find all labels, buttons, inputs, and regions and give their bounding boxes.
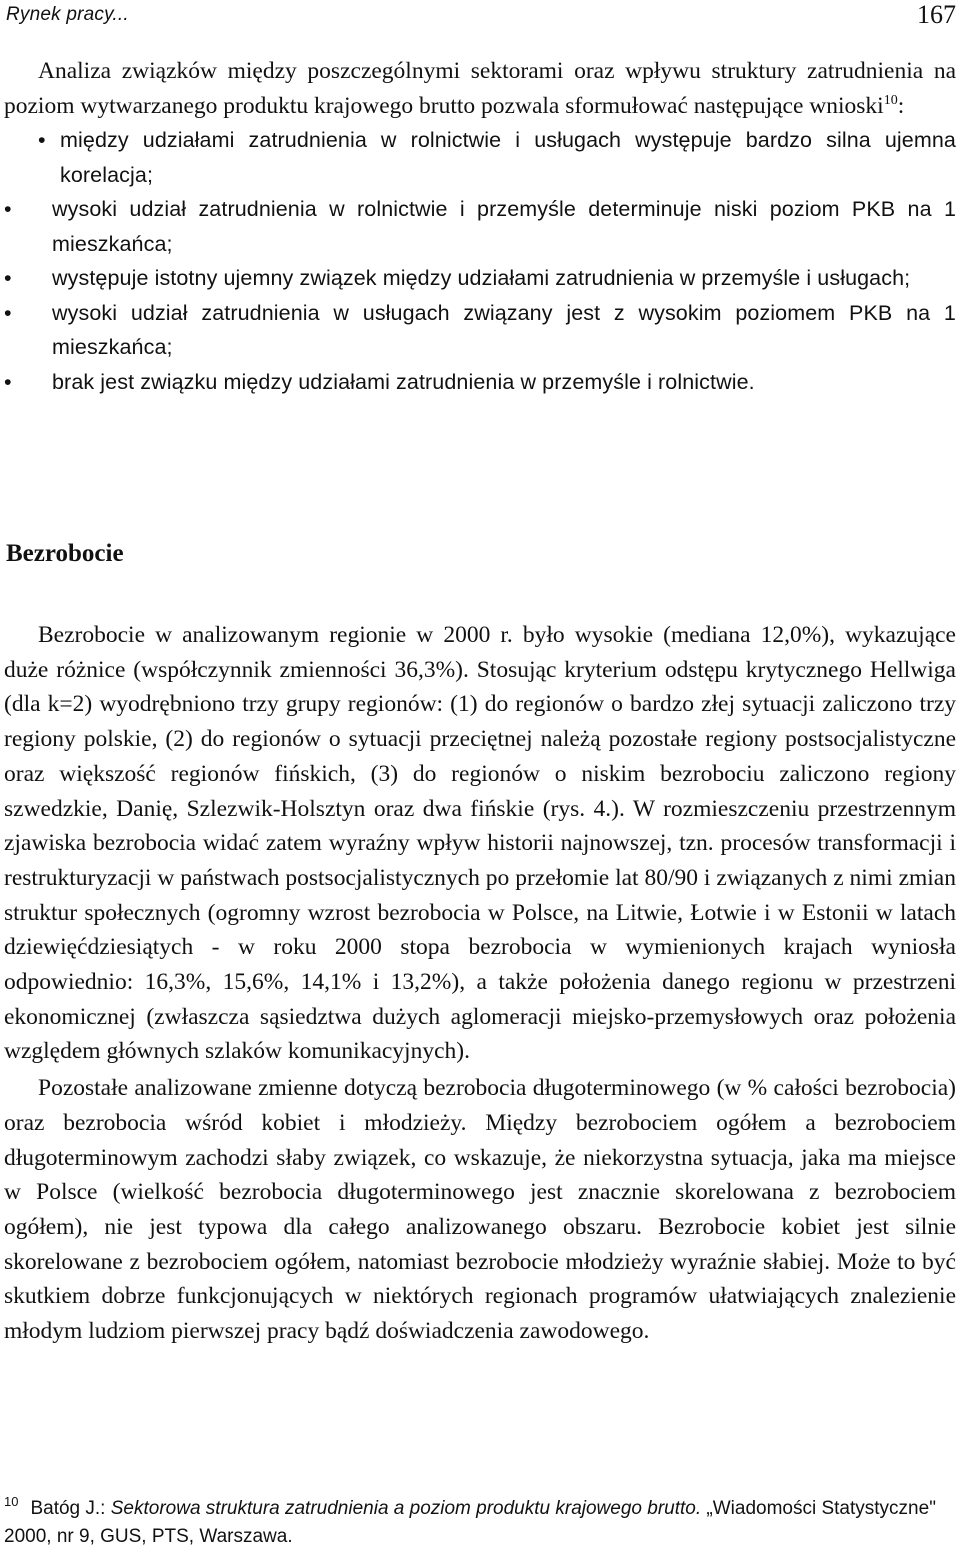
running-title: Rynek pracy... <box>6 4 129 25</box>
section-heading: Bezrobocie <box>6 540 124 567</box>
footnote-reference[interactable]: 10 <box>883 92 898 108</box>
footnote-source: „Wiadomości Statystyczne" 2000, nr 9, GUS, PTS, Warszawa. <box>4 1498 936 1547</box>
intro-colon: : <box>897 92 905 119</box>
bullet-icon: • <box>4 369 12 394</box>
section-paragraph: Bezrobocie w analizowanym regionie w 2000 r. było wysokie (mediana 12,0%), wykazujące duże różnice (współczynnik zmienności 36,3%). Stosując kryterium odstępu krytycznego Hellwiga (dla k=2) wyodrębniono trzy grupy regionów: (1) do regionów o bardzo złej sytuacji zaliczono trzy regiony polskie, (2) do regionów o sytuacji przeciętnej należą pozostałe regiony postsocjalistyczne oraz większość regionów fińskich, (3) do regionów o niskim bezrobociu zaliczono regiony szwedzkie, Danię, Szlezwik-Holsztyn oraz dwa fińskie (rys. 4.). W rozmieszczeniu przestrzennym zjawiska bezrobocia widać zatem wyraźny wpływ historii najnowszej, tzn. procesów transformacji i restrukturyzacji w państwach postsocjalistycznych po przełomie lat 80/90 i związanych z nimi zmian struktur społecznych (ogromny wzrost bezrobocia w Polsce, na Litwie, Łotwie i w Estonii w latach dziewięćdziesiątych - w roku 2000 stopa bezrobocia w wymienionych krajach wyniosła odpowiednio: 16,3%, 15,6%, 14,1% i 13,2%), a także położenia danego regionu w przestrzeni ekonomicznej (zwłaszcza sąsiedztwa dużych aglomeracji miejsko-przemysłowych oraz położenia względem głównych szlaków komunikacyjnych). <box>4 622 956 1065</box>
list-item <box>4 365 956 400</box>
footnote-author: Batóg J.: <box>30 1498 111 1519</box>
intro-block <box>4 54 956 399</box>
list-item <box>4 123 956 192</box>
conclusions-list <box>4 123 956 399</box>
list-item <box>4 192 956 261</box>
list-item-text: brak jest związku między udziałami zatrudnienia w przemyśle i rolnictwie. <box>52 369 755 394</box>
list-item <box>4 261 956 296</box>
page-number: 167 <box>917 0 956 29</box>
section-body <box>4 618 956 1351</box>
list-item-text: występuje istotny ujemny związek między udziałami zatrudnienia w przemyśle i usługach; <box>52 266 911 290</box>
page-header <box>0 0 960 40</box>
footnote-mark: 10 <box>4 1494 19 1509</box>
intro-paragraph <box>4 54 956 123</box>
footnote <box>4 1495 956 1551</box>
bullet-icon: • <box>4 300 12 325</box>
bullet-icon: • <box>4 266 12 290</box>
list-item <box>4 296 956 365</box>
bullet-icon: • <box>4 197 12 221</box>
bullet-icon: • <box>38 128 46 152</box>
list-item-text: wysoki udział zatrudnienia w rolnictwie i przemyśle determinuje niski poziom PKB na 1 mieszkańca; <box>52 197 956 256</box>
list-item-text: między udziałami zatrudnienia w rolnictwie i usługach występuje bardzo silna ujemna korelacja; <box>60 128 956 187</box>
intro-text: Analiza związków między poszczególnymi sektorami oraz wpływu struktury zatrudnienia na poziom wytwarzanego produktu krajowego brutto pozwala sformułować następujące wnioski <box>4 58 956 119</box>
footnote-title: Sektorowa struktura zatrudnienia a poziom produktu krajowego brutto. <box>110 1498 702 1519</box>
section-paragraph: Pozostałe analizowane zmienne dotyczą bezrobocia długoterminowego (w % całości bezrobocia) oraz bezrobocia wśród kobiet i młodzieży. Między bezrobociem ogółem a bezrobociem długoterminowym zachodzi słaby związek, co wskazuje, że niekorzystna sytuacja, jaka ma miejsce w Polsce (wielkość bezrobocia długoterminowego jest znacznie skorelowana z bezrobociem ogółem), nie jest typowa dla całego analizowanego obszaru. Bezrobocie kobiet jest silnie skorelowane z bezrobociem ogółem, natomiast bezrobocie młodzieży wyraźnie słabiej. Może to być skutkiem dobrze funkcjonujących w niektórych regionach programów ułatwiających znalezienie młodym ludziom pierwszej pracy bądź doświadczenia zawodowego. <box>4 1075 956 1345</box>
list-item-text: wysoki udział zatrudnienia w usługach związany jest z wysokim poziomem PKB na 1 mieszkańca; <box>52 300 956 359</box>
